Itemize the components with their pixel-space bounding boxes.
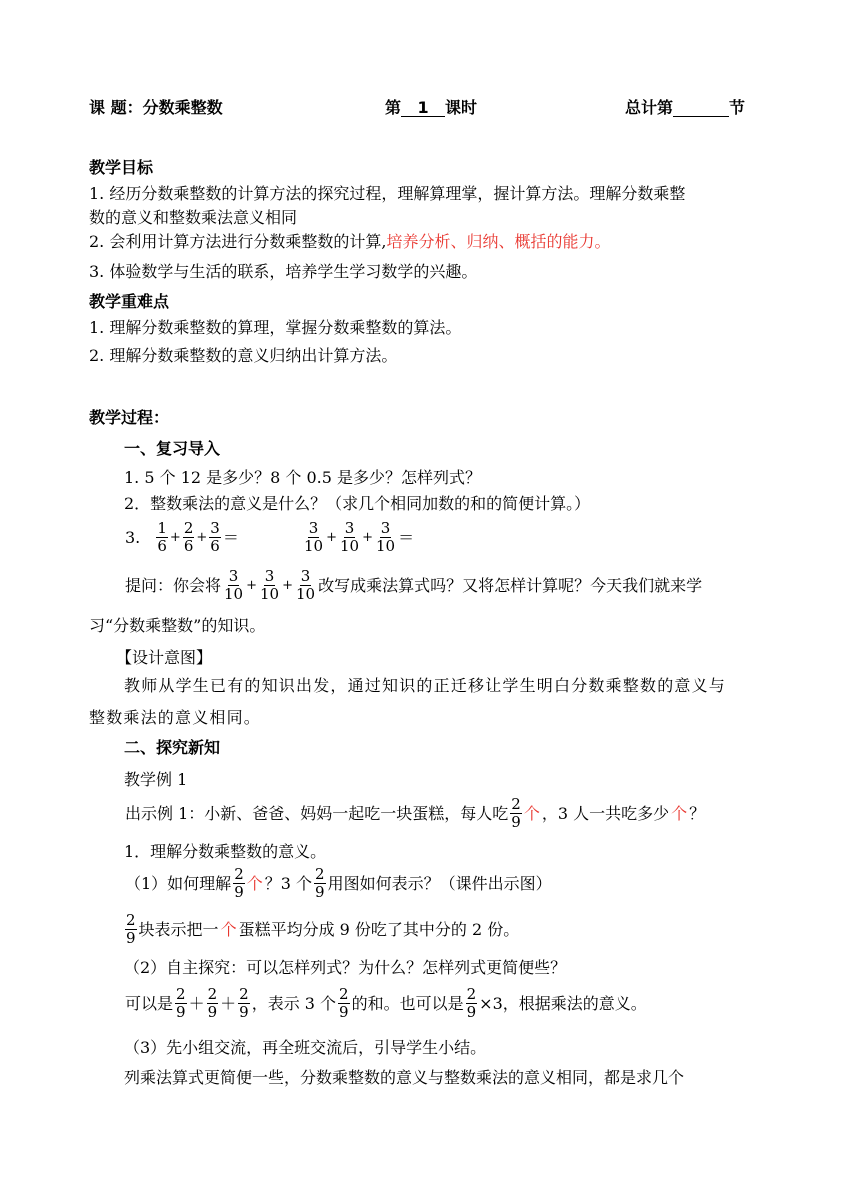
point-4-prefix: 可以是 xyxy=(125,993,174,1013)
fraction-2-9: $\frac{2}{9}$ xyxy=(239,985,249,1021)
keypoint-2: 2. 理解分数乘整数的意义归纳出计算方法。 xyxy=(89,346,398,365)
fraction-3-10: $\frac{3}{10}$ xyxy=(376,519,396,555)
understand-heading: 1．理解分数乘整数的意义。 xyxy=(124,842,327,861)
process-heading: 教学过程： xyxy=(89,408,170,427)
design-intent-title: 【设计意图】 xyxy=(116,648,213,667)
point-2-suffix: 蛋糕平均分成 9 份吃了其中分的 2 份。 xyxy=(238,919,520,939)
fraction-3-6: $\frac{3}{6}$ xyxy=(210,519,220,555)
q3-number: 3. xyxy=(125,527,141,547)
example-1-middle: ，3 人一共吃多少 xyxy=(541,803,670,823)
lesson-prefix: 第 xyxy=(385,98,402,117)
measure-word-red: 个 xyxy=(523,803,540,823)
fraction-3-10: $\frac{3}{10}$ xyxy=(224,567,244,603)
review-question-3b: $\frac{3}{10}$ + $\frac{3}{10}$ + $\frac{3}{10}$ ＝ xyxy=(304,519,415,555)
point-1-prefix: （1）如何理解 xyxy=(125,873,232,893)
point-4-middle-2: 的和。也可以是 xyxy=(351,993,464,1013)
goals-heading: 教学目标 xyxy=(89,158,154,177)
goal-3: 3. 体验数学与生活的联系，培养学生学习数学的兴趣。 xyxy=(89,262,478,281)
fraction-3-10: $\frac{3}{10}$ xyxy=(296,567,316,603)
ask-prefix: 提问：你会将 xyxy=(125,575,222,595)
point-4-suffix: ×3，根据乘法的意义。 xyxy=(479,993,647,1013)
fraction-2-9: $\frac{2}{9}$ xyxy=(315,865,325,901)
point-2-prefix: 块表示把一 xyxy=(138,919,219,939)
ask-suffix: 改写成乘法算式吗？又将怎样计算呢？今天我们就来学 xyxy=(318,575,703,595)
total-blank xyxy=(673,98,729,117)
fraction-1-6: $\frac{1}{6}$ xyxy=(157,519,167,555)
fraction-2-9: $\frac{2}{9}$ xyxy=(339,985,349,1021)
lesson-number xyxy=(385,98,477,118)
example-1-text: 出示例 1：小新、爸爸、妈妈一起吃一块蛋糕，每人吃 $\frac{2}{9}$ 个 ，3 人一共吃多少 个 ？ xyxy=(125,795,706,831)
point-1-suffix: 用图如何表示？（课件出示图） xyxy=(327,873,552,893)
goal-1-line-1: 1. 经历分数乘整数的计算方法的探究过程，理解算理掌，握计算方法。理解分数乘整 xyxy=(89,184,686,203)
review-question-3: 3. $\frac{1}{6}$ + $\frac{2}{6}$ + $\frac{3}{6}$ ＝ xyxy=(125,519,239,555)
point-5: （3）先小组交流，再全班交流后，引导学生小结。 xyxy=(124,1038,487,1057)
point-1-middle: ？3 个 xyxy=(264,873,313,893)
fraction-2-6: $\frac{2}{6}$ xyxy=(183,519,194,555)
review-question-1: 1. 5 个 12 是多少？8 个 0.5 是多少？怎样列式？ xyxy=(124,468,482,487)
fraction-2-9: $\frac{2}{9}$ xyxy=(466,985,477,1021)
measure-word-red: 个 xyxy=(671,803,688,823)
fraction-2-9: $\frac{2}{9}$ xyxy=(234,865,244,901)
goal-2-text: 2. 会利用计算方法进行分数乘整数的计算, xyxy=(89,232,387,251)
point-1 xyxy=(124,864,553,904)
review-question-2: 2．整数乘法的意义是什么？（求几个相同加数的和的简便计算。） xyxy=(124,494,591,513)
fraction-2-9: $\frac{2}{9}$ xyxy=(126,911,136,947)
section-2-title: 二、探究新知 xyxy=(124,738,221,757)
measure-word-red: 个 xyxy=(246,873,263,893)
point-4-middle: ，表示 3 个 xyxy=(251,993,337,1013)
design-intent-line-1: 教师从学生已有的知识出发，通过知识的正迁移让学生明白分数乘整数的意义与 xyxy=(124,676,727,695)
point-3: （2）自主探究：可以怎样列式？为什么？怎样列式更简便些？ xyxy=(124,958,567,977)
measure-word-red: 个 xyxy=(220,919,237,939)
fraction-3-10: $\frac{3}{10}$ xyxy=(340,519,360,555)
section-1-title: 一、复习导入 xyxy=(124,439,221,458)
ask-line-1: 提问：你会将 $\frac{3}{10}$ + $\frac{3}{10}$ + $\frac{3}{10}$ 改写成乘法算式吗？又将怎样计算呢？今天我们就来学 xyxy=(125,567,703,603)
point-4: 可以是 $\frac{2}{9}$ ＋ $\frac{2}{9}$ ＋ $\frac{2}{9}$ ，表示 3 个 $\frac{2}{9}$ 的和。也可以是 $\frac{2}{9}$ ×3，根据乘法的意义。 xyxy=(125,985,647,1021)
goal-2-highlight: 培养分析、归纳、概括的能力。 xyxy=(386,232,611,251)
point-6: 列乘法算式更简便一些，分数乘整数的意义与整数乘法的意义相同，都是求几个 xyxy=(124,1068,685,1087)
ask-line-2: 习“分数乘整数”的知识。 xyxy=(89,616,266,635)
fraction-2-9: $\frac{2}{9}$ xyxy=(511,795,521,831)
goal-2 xyxy=(89,232,610,252)
fraction-2-9: $\frac{2}{9}$ xyxy=(207,985,218,1021)
total-suffix: 节 xyxy=(729,98,746,117)
topic-title: 课 题：分数乘整数 xyxy=(89,98,223,117)
keypoint-1: 1. 理解分数乘整数的算理，掌握分数乘整数的算法。 xyxy=(89,318,462,337)
example-1-prefix: 出示例 1：小新、爸爸、妈妈一起吃一块蛋糕，每人吃 xyxy=(125,803,509,823)
total-prefix: 总计第 xyxy=(625,98,674,117)
goal-1-line-2: 数的意义和整数乘法意义相同 xyxy=(89,208,298,227)
fraction-3-10: $\frac{3}{10}$ xyxy=(304,519,324,555)
example-title: 教学例 1 xyxy=(124,770,188,789)
design-intent-line-2: 整数乘法的意义相同。 xyxy=(89,708,262,727)
fraction-2-9: $\frac{2}{9}$ xyxy=(176,985,186,1021)
point-2 xyxy=(124,910,520,950)
lesson-suffix: 课时 xyxy=(445,98,478,117)
fraction-3-10: $\frac{3}{10}$ xyxy=(260,567,280,603)
lesson-number-value: 1 xyxy=(401,98,445,117)
total-count xyxy=(625,98,745,118)
keypoints-heading: 教学重难点 xyxy=(89,292,170,311)
